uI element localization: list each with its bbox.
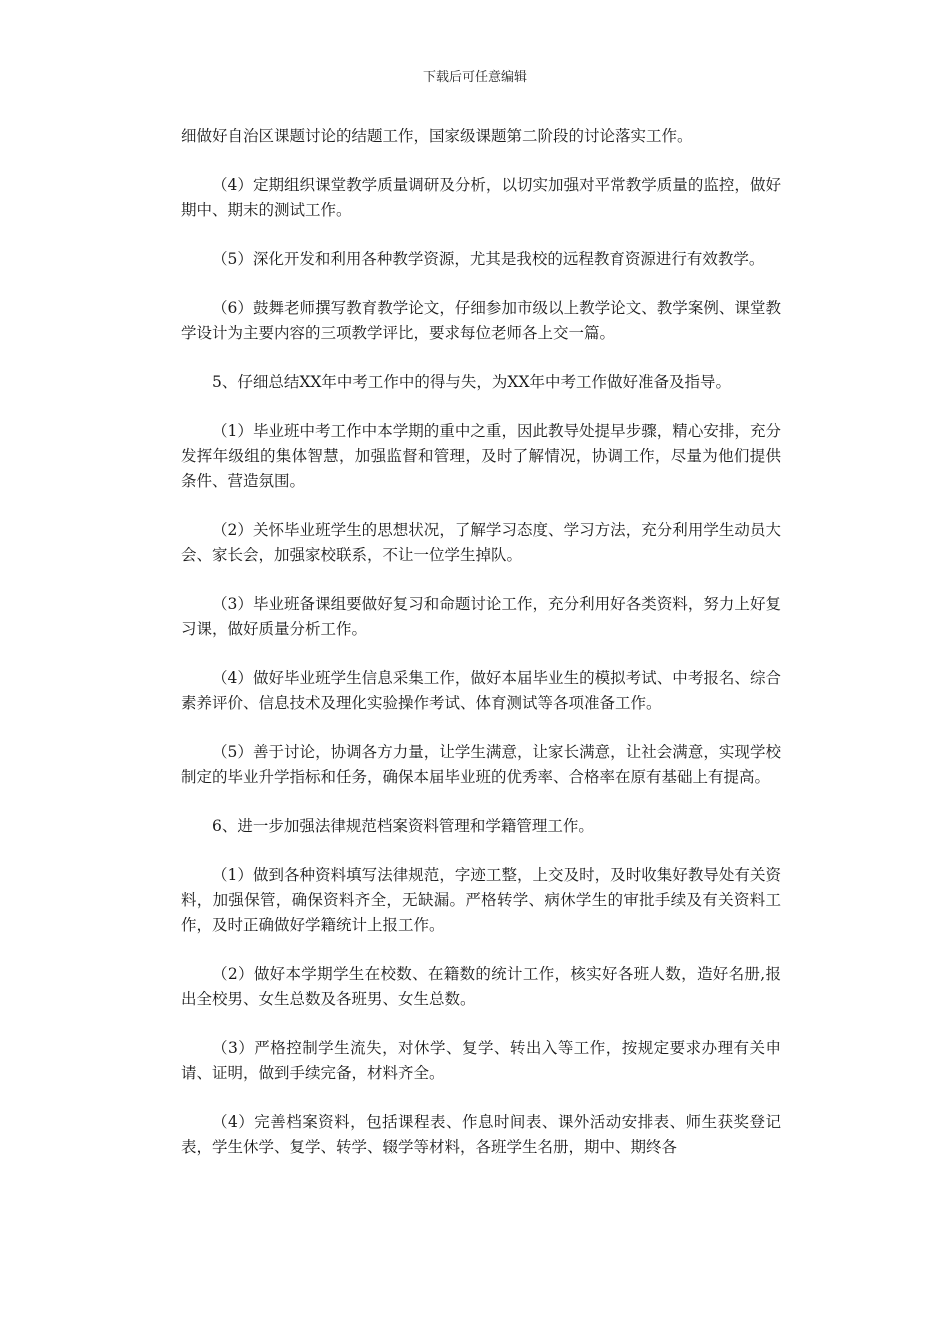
- paragraph-graduating-4: （4）做好毕业班学生信息采集工作，做好本届毕业生的模拟考试、中考报名、综合素养评价、信息技术及理化实验操作考试、体育测试等各项准备工作。: [181, 669, 781, 712]
- paragraph-records-4: （4）完善档案资料，包括课程表、作息时间表、课外活动安排表、师生获奖登记表，学生休学、复学、转学、辍学等材料，各班学生名册，期中、期终各: [181, 1113, 781, 1156]
- paragraph-item-4-quality: （4）定期组织课堂教学质量调研及分析，以切实加强对平常教学质量的监控，做好期中、期末的测试工作。: [181, 176, 781, 219]
- paragraph-item-6-papers: （6）鼓舞老师撰写教育教学论文，仔细参加市级以上教学论文、教学案例、课堂教学设计为主要内容的三项教学评比，要求每位老师各上交一篇。: [181, 299, 781, 342]
- section-heading-5: 5、仔细总结XX年中考工作中的得与失，为XX年中考工作做好准备及指导。: [212, 373, 732, 391]
- paragraph-graduating-3: （3）毕业班备课组要做好复习和命题讨论工作，充分利用好各类资料，努力上好复习课，做好质量分析工作。: [181, 595, 781, 638]
- paragraph-records-1: （1）做到各种资料填写法律规范，字迹工整，上交及时，及时收集好教导处有关资料，加强保管，确保资料齐全，无缺漏。严格转学、病休学生的审批手续及有关资料工作，及时正确做好学籍统计上报工作。: [181, 866, 781, 934]
- page-header: 下载后可任意编辑: [422, 70, 527, 85]
- paragraph-graduating-1: （1）毕业班中考工作中本学期的重中之重，因此教导处提早步骤，精心安排，充分发挥年级组的集体智慧，加强监督和管理，及时了解情况，协调工作，尽量为他们提供条件、营造氛围。: [181, 422, 781, 490]
- document-body: [181, 124, 781, 1184]
- paragraph-continuation: 细做好自治区课题讨论的结题工作，国家级课题第二阶段的讨论落实工作。: [181, 127, 693, 145]
- paragraph-records-3: （3）严格控制学生流失，对休学、复学、转出入等工作，按规定要求办理有关申请、证明，做到手续完备，材料齐全。: [181, 1039, 781, 1082]
- paragraph-item-5-resources: （5）深化开发和利用各种教学资源，尤其是我校的远程教育资源进行有效教学。: [212, 250, 765, 268]
- section-heading-6: 6、进一步加强法律规范档案资料管理和学籍管理工作。: [212, 817, 594, 835]
- paragraph-records-2: （2）做好本学期学生在校数、在籍数的统计工作，核实好各班人数，造好名册,报出全校男、女生总数及各班男、女生总数。: [181, 965, 781, 1008]
- paragraph-graduating-2: （2）关怀毕业班学生的思想状况，了解学习态度、学习方法，充分利用学生动员大会、家长会，加强家校联系，不让一位学生掉队。: [181, 521, 781, 564]
- paragraph-graduating-5: （5）善于讨论，协调各方力量，让学生满意，让家长满意，让社会满意，实现学校制定的毕业升学指标和任务，确保本届毕业班的优秀率、合格率在原有基础上有提高。: [181, 743, 781, 786]
